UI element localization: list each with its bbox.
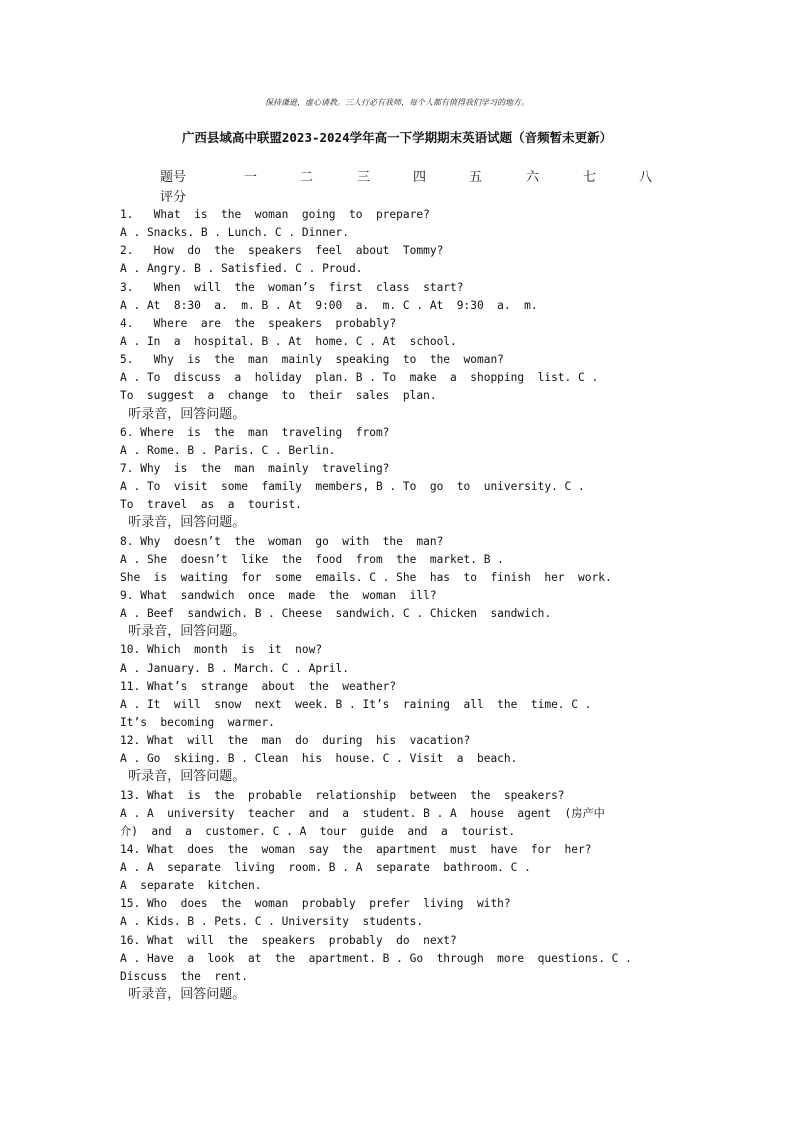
- answer-options: A . In a hospital. B . At home. C . At school.: [120, 334, 457, 348]
- question-text: 9. What sandwich once made the woman ill?: [120, 588, 437, 602]
- answer-options: A . January. B . March. C . April.: [120, 661, 350, 675]
- question-text: 10. Which month is it now?: [120, 643, 323, 657]
- score-header-label: 题号: [160, 170, 187, 185]
- answer-options: A . Go skiing. B . Clean his house. C . Visit a beach.: [120, 752, 518, 766]
- question-text: 13. What is the probable relationship between the speakers?: [120, 788, 565, 802]
- score-table-header: [160, 166, 660, 184]
- question-text: 11. What’s strange about the weather?: [120, 679, 397, 693]
- question-text: 15. Who does the woman probably prefer living with?: [120, 897, 511, 911]
- question-text: 3. When will the woman’s first class start?: [120, 280, 464, 294]
- answer-options: A . Beef sandwich. B . Cheese sandwich. C . Chicken sandwich.: [120, 607, 552, 621]
- page-title: 广西县域高中联盟2023-2024学年高一下学期期末英语试题（音频暂未更新）: [181, 130, 613, 145]
- answer-options: A . Angry. B . Satisfied. C . Proud.: [120, 262, 363, 276]
- answer-options: A . At 8:30 a. m. B . At 9:00 a. m. C . At 9:30 a. m.: [120, 298, 538, 312]
- question-text: 6. Where is the man traveling from?: [120, 425, 390, 439]
- score-column-3: 三: [357, 170, 371, 185]
- question-text: 7. Why is the man mainly traveling?: [120, 461, 390, 475]
- answer-options: She is waiting for some emails. C . She has to finish her work.: [120, 570, 612, 584]
- answer-options: A . Kids. B . Pets. C . University students.: [120, 915, 424, 929]
- answer-options: A . A university teacher and a student. B . A house agent (房产中: [120, 806, 605, 820]
- score-column-8: 八: [639, 170, 653, 185]
- question-text: 5. Why is the man mainly speaking to the woman?: [120, 353, 504, 367]
- question-list: [120, 206, 680, 1004]
- section-instruction: 听录音，回答问题。: [120, 769, 246, 785]
- answer-options: To travel as a tourist.: [120, 498, 302, 512]
- answer-options: 介) and a customer. C . A tour guide and a tourist.: [120, 824, 516, 838]
- question-text: 14. What does the woman say the apartment must have for her?: [120, 842, 592, 856]
- answer-options: A separate kitchen.: [120, 879, 262, 893]
- section-instruction: 听录音，回答问题。: [120, 515, 246, 531]
- question-text: 16. What will the speakers probably do next?: [120, 933, 457, 947]
- score-row-label: 评分: [160, 190, 187, 205]
- section-instruction: 听录音，回答问题。: [120, 624, 246, 640]
- score-column-7: 七: [583, 170, 597, 185]
- section-instruction: 听录音，回答问题。: [120, 987, 246, 1003]
- score-column-6: 六: [526, 170, 540, 185]
- score-column-1: 一: [244, 170, 258, 185]
- answer-options: Discuss the rent.: [120, 969, 248, 983]
- answer-options: A . Snacks. B . Lunch. C . Dinner.: [120, 226, 350, 240]
- question-text: 12. What will the man do during his vacation?: [120, 734, 471, 748]
- score-column-2: 二: [300, 170, 314, 185]
- score-column-4: 四: [413, 170, 427, 185]
- answer-options: A . Rome. B . Paris. C . Berlin.: [120, 443, 336, 457]
- answer-options: A . She doesn’t like the food from the market. B .: [120, 552, 504, 566]
- answer-options: It’s becoming warmer.: [120, 715, 275, 729]
- question-text: 2. How do the speakers feel about Tommy?: [120, 244, 444, 258]
- question-text: 4. Where are the speakers probably?: [120, 316, 397, 330]
- answer-options: A . Have a look at the apartment. B . Go through more questions. C .: [120, 951, 632, 965]
- question-text: 1. What is the woman going to prepare?: [120, 208, 430, 221]
- page-motto: 保持谦逊，虚心请教。三人行必有我师，每个人都有值得我们学习的地方。: [265, 98, 529, 107]
- answer-options: A . A separate living room. B . A separate bathroom. C .: [120, 861, 531, 875]
- score-column-5: 五: [469, 170, 483, 185]
- answer-options: A . It will snow next week. B . It’s raining all the time. C .: [120, 697, 592, 711]
- answer-options: A . To discuss a holiday plan. B . To make a shopping list. C .: [120, 371, 599, 385]
- question-text: 8. Why doesn’t the woman go with the man?: [120, 534, 444, 548]
- answer-options: A . To visit some family members, B . To go to university. C .: [120, 480, 585, 494]
- answer-options: To suggest a change to their sales plan.: [120, 389, 437, 403]
- section-instruction: 听录音，回答问题。: [120, 406, 246, 422]
